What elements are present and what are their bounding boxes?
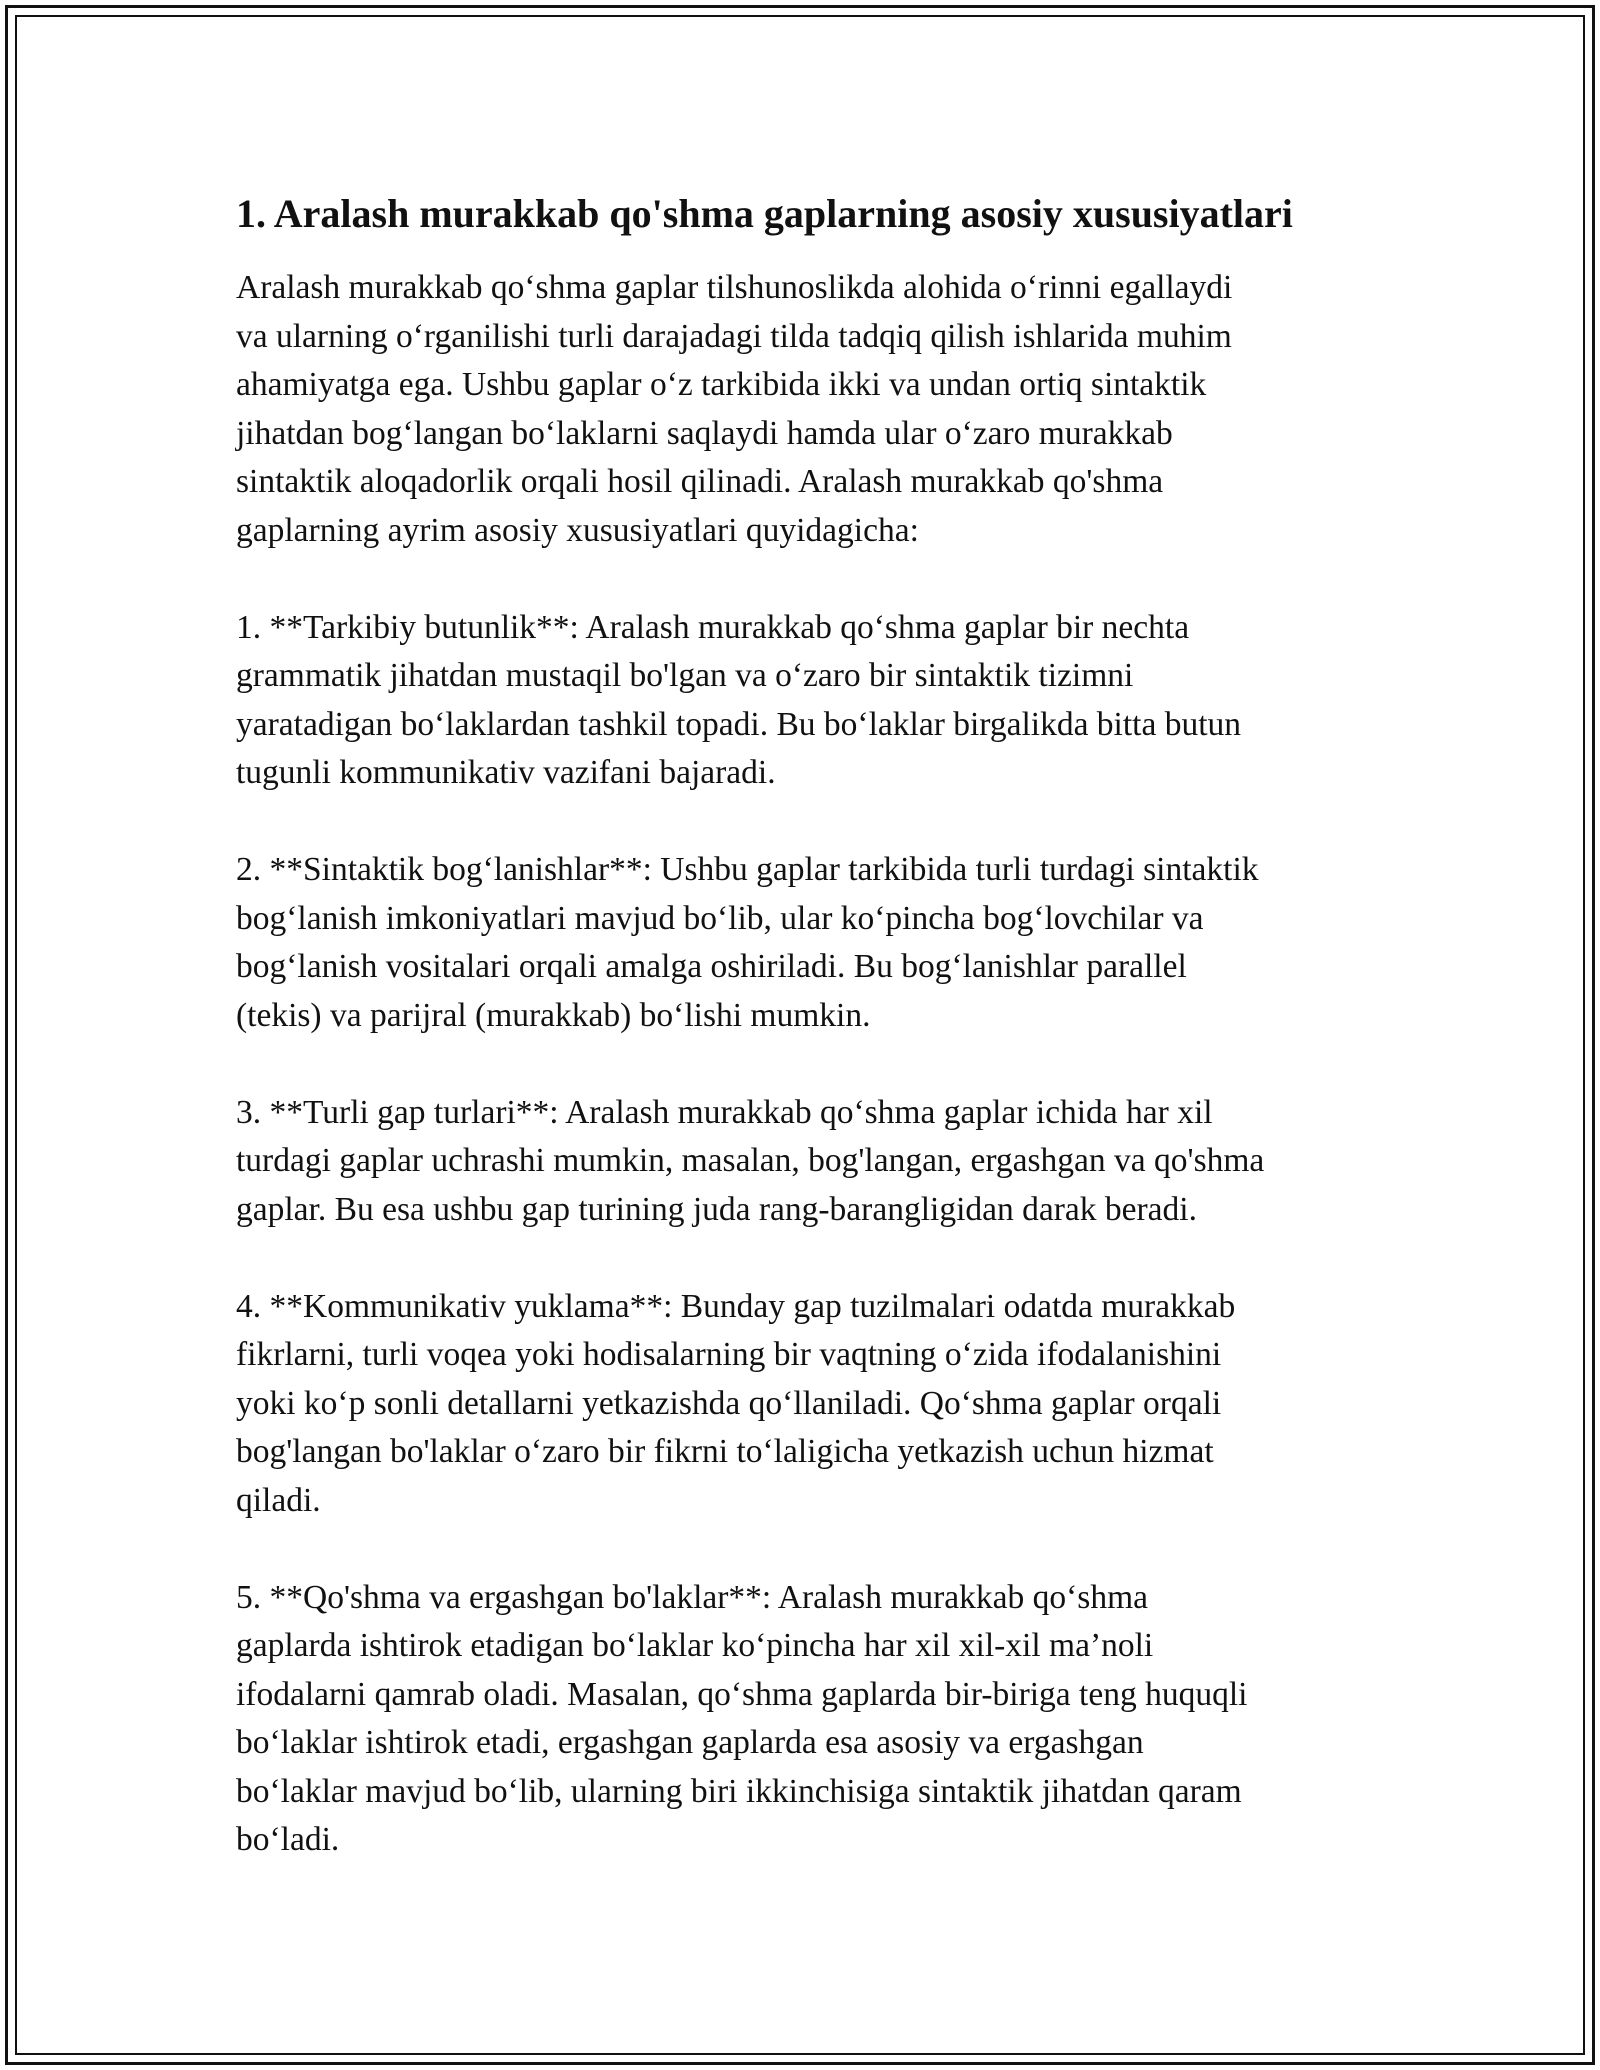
- text-line: 2. **Sintaktik bog‘lanishlar**: Ushbu gaplar tarkibida turli turdagi sintaktik: [236, 851, 1259, 888]
- text-line: va ularning o‘rganilishi turli darajadagi tilda tadqiq qilish ishlarida muhim: [236, 317, 1232, 355]
- text-line: sintaktik aloqadorlik orqali hosil qilinadi. Aralash murakkab qo'shma: [236, 463, 1164, 500]
- text-line: 1. **Tarkibiy butunlik**: Aralash murakkab qo‘shma gaplar bir nechta: [236, 608, 1190, 646]
- text-line: gaplar. Bu esa ushbu gap turining juda rang-barangligidan darak beradi.: [236, 1190, 1197, 1228]
- text-line: fikrlarni, turli voqea yoki hodisalarning bir vaqtning o‘zida ifodalanishini: [236, 1336, 1222, 1373]
- text-line: ahamiyatga ega. Ushbu gaplar o‘z tarkibida ikki va undan ortiq sintaktik: [236, 366, 1207, 403]
- text-line: yaratadigan bo‘laklardan tashkil topadi. Bu bo‘laklar birgalikda bitta butun: [236, 705, 1242, 743]
- document-body: [236, 184, 1376, 1865]
- text-line: jihatdan bog‘langan bo‘laklarni saqlaydi hamda ular o‘zaro murakkab: [236, 414, 1173, 452]
- list-item-4: [236, 1283, 1376, 1526]
- text-line: ifodalarni qamrab oladi. Masalan, qo‘shma gaplarda bir-biriga teng huquqli: [236, 1675, 1248, 1713]
- text-line: bog‘lanish vositalari orqali amalga oshiriladi. Bu bog‘lanishlar parallel: [236, 948, 1187, 985]
- text-line: 4. **Kommunikativ yuklama**: Bunday gap tuzilmalari odatda murakkab: [236, 1287, 1236, 1325]
- text-line: yoki ko‘p sonli detallarni yetkazishda qo‘llaniladi. Qo‘shma gaplar orqali: [236, 1384, 1222, 1422]
- page-title: 1. Aralash murakkab qo'shma gaplarning asosiy xususiyatlari: [236, 191, 1293, 236]
- text-line: 5. **Qo'shma va ergashgan bo'laklar**: Aralash murakkab qo‘shma: [236, 1578, 1149, 1616]
- text-line: turdagi gaplar uchrashi mumkin, masalan, bog'langan, ergashgan va qo'shma: [236, 1142, 1265, 1179]
- text-line: gaplarda ishtirok etadigan bo‘laklar ko‘pincha har xil xil-xil ma’noli: [236, 1627, 1154, 1664]
- text-line: grammatik jihatdan mustaqil bo'lgan va o‘zaro bir sintaktik tizimni: [236, 657, 1134, 694]
- intro-paragraph: [236, 264, 1376, 555]
- text-line: 3. **Turli gap turlari**: Aralash murakkab qo‘shma gaplar ichida har xil: [236, 1093, 1213, 1131]
- text-line: bog'langan bo'laklar o‘zaro bir fikrni to‘laligicha yetkazish uchun hizmat: [236, 1433, 1214, 1470]
- list-item-5: [236, 1574, 1376, 1865]
- list-item-2: [236, 846, 1376, 1040]
- text-line: bo‘laklar mavjud bo‘lib, ularning biri ikkinchisiga sintaktik jihatdan qaram: [236, 1772, 1242, 1810]
- text-line: bog‘lanish imkoniyatlari mavjud bo‘lib, ular ko‘pincha bog‘lovchilar va: [236, 899, 1204, 937]
- text-line: qiladi.: [236, 1481, 321, 1519]
- text-line: bo‘laklar ishtirok etadi, ergashgan gaplarda esa asosiy va ergashgan: [236, 1724, 1144, 1761]
- list-item-1: [236, 604, 1376, 798]
- text-line: tugunli kommunikativ vazifani bajaradi.: [236, 754, 776, 791]
- text-line: gaplarning ayrim asosiy xususiyatlari quyidagicha:: [236, 511, 919, 549]
- list-item-3: [236, 1089, 1376, 1235]
- text-line: Aralash murakkab qo‘shma gaplar tilshunoslikda alohida o‘rinni egallaydi: [236, 269, 1233, 306]
- text-line: (tekis) va parijral (murakkab) bo‘lishi mumkin.: [236, 996, 871, 1034]
- text-line: bo‘ladi.: [236, 1821, 340, 1858]
